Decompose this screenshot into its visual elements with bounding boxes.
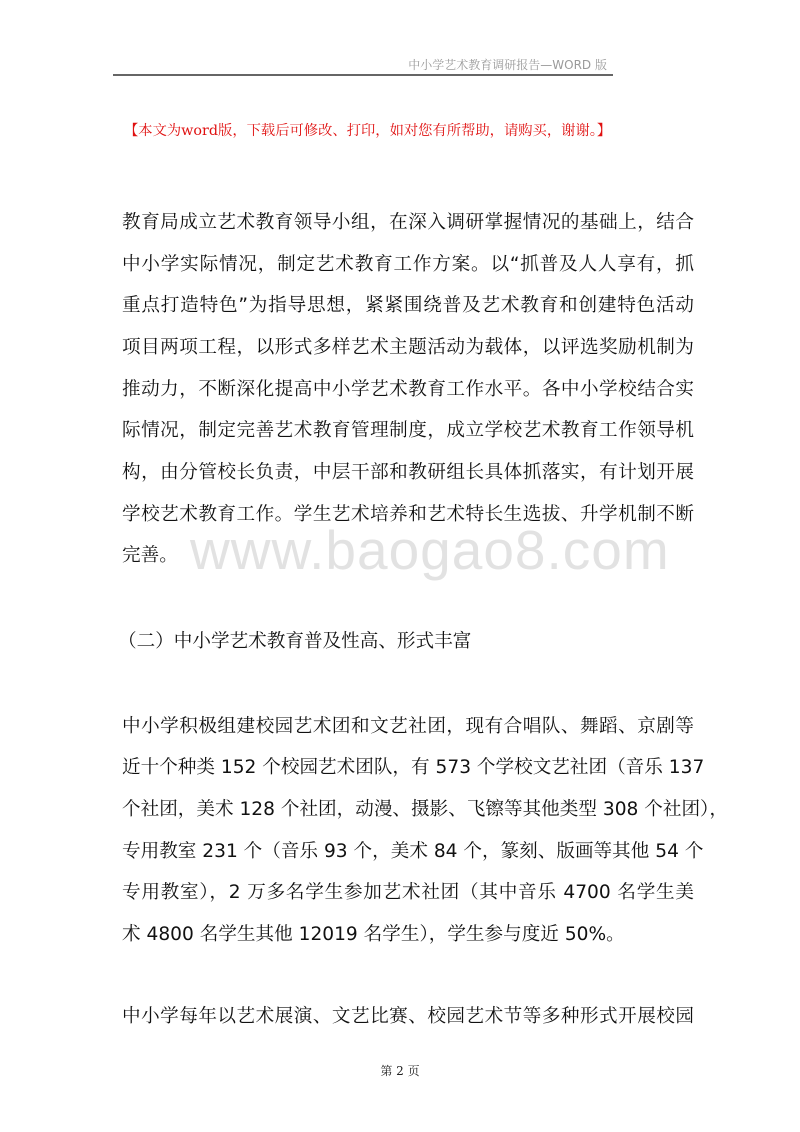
text-line: 中小学每年以艺术展演、文艺比赛、校园艺术节等多种形式开展校园 <box>122 1006 694 1027</box>
purchase-notice: 【本文为word版，下载后可修改、打印，如对您有所帮助，请购买，谢谢。】 <box>124 123 612 139</box>
page-number: 第 2 页 <box>380 1064 420 1078</box>
text-line: 个社团，美术 128 个社团，动漫、摄影、飞镲等其他类型 308 个社团）， <box>122 799 728 820</box>
text-line: 专用教室 231 个（音乐 93 个，美术 84 个，篆刻、版画等其他 54 个 <box>122 841 704 862</box>
watermark: www.baogao8.com <box>190 519 670 581</box>
running-header: 中小学艺术教育调研报告—WORD 版 <box>408 58 607 72</box>
text-line: 构，由分管校长负责，中层干部和教研组长具体抓落实，有计划开展 <box>122 462 694 483</box>
text-line: 术 4800 名学生其他 12019 名学生），学生参与度近 50%。 <box>122 924 625 945</box>
section-heading: （二）中小学艺术教育普及性高、形式丰富 <box>118 631 472 652</box>
text-line: 重点打造特色”为指导思想，紧紧围绕普及艺术教育和创建特色活动 <box>122 295 694 316</box>
text-line: 中小学实际情况，制定艺术教育工作方案。以“抓普及人人享有，抓 <box>122 254 694 275</box>
text-line: 专用教室），2 万多名学生参加艺术社团（其中音乐 4700 名学生美 <box>122 882 694 903</box>
text-line: 完善。 <box>122 545 178 566</box>
text-line: 近十个种类 152 个校园艺术团队，有 573 个学校文艺社团（音乐 137 <box>122 757 705 778</box>
text-line: 际情况，制定完善艺术教育管理制度，成立学校艺术教育工作领导机 <box>122 420 694 441</box>
text-line: 教育局成立艺术教育领导小组，在深入调研掌握情况的基础上，结合 <box>122 212 694 233</box>
text-line: 学校艺术教育工作。学生艺术培养和艺术特长生选拔、升学机制不断 <box>122 504 694 525</box>
text-line: 项目两项工程，以形式多样艺术主题活动为载体，以评选奖励机制为 <box>122 337 694 358</box>
header-rule <box>113 74 613 76</box>
text-line: 推动力，不断深化提高中小学艺术教育工作水平。各中小学校结合实 <box>122 379 694 400</box>
text-line: 中小学积极组建校园艺术团和文艺社团，现有合唱队、舞蹈、京剧等 <box>122 716 694 737</box>
